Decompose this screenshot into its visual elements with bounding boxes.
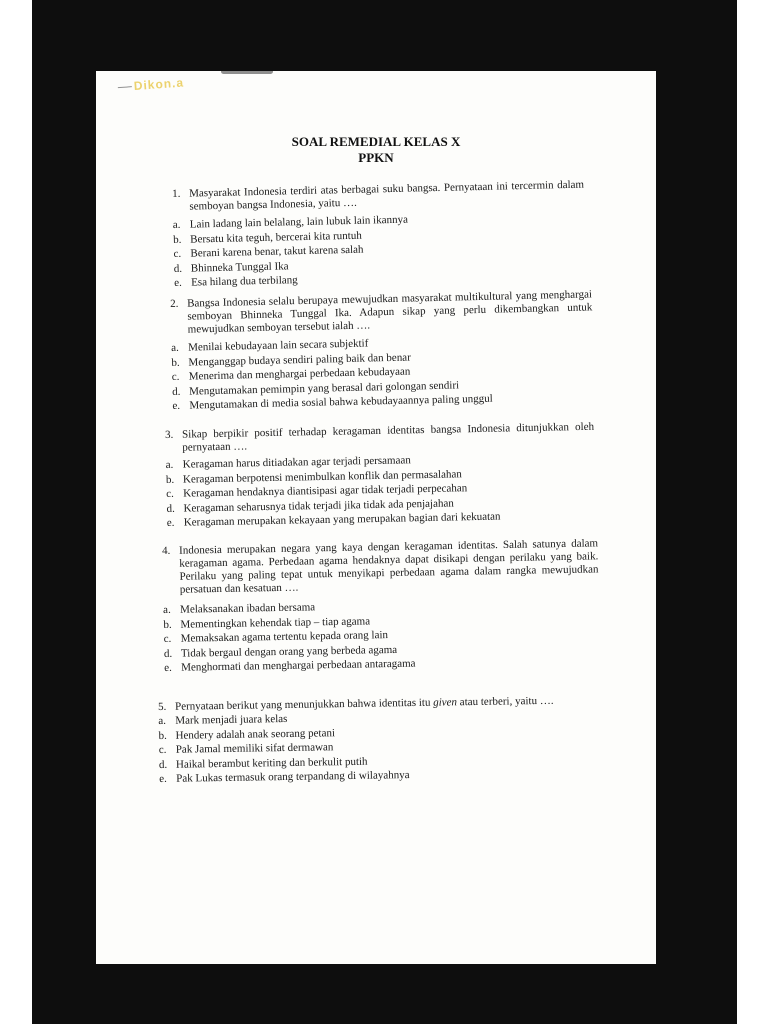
option-text: Keragaman berpotensi menimbulkan konflik dan permasalahan [182, 467, 462, 486]
option-key: a. [170, 341, 179, 354]
option-text: Mark menjadi juara kelas [175, 712, 288, 727]
option-key: e. [174, 276, 182, 289]
option-key: b. [171, 356, 180, 369]
option-text: Haikal berambut keriting dan berkulit putih [175, 755, 368, 771]
option-key: b. [158, 729, 167, 742]
option-text: Menilai kebudayaan lain secara subjektif [187, 337, 369, 354]
option-text: Bhinneka Tunggal Ika [190, 259, 289, 275]
option-list [163, 601, 416, 676]
option-text: Keragaman merupakan kekayaan yang merupakan bagian dari kekuatan [183, 510, 501, 529]
option-text: Keragaman hendaknya diantisipasi agar tidak terjadi perpecahan [183, 482, 468, 500]
question-1 [172, 178, 585, 289]
option-key: c. [173, 247, 182, 260]
option-key: b. [163, 618, 172, 631]
document-page [96, 71, 656, 964]
question-number: 3. [165, 428, 174, 441]
question-4 [162, 537, 599, 674]
question-3 [165, 420, 595, 529]
option-list [172, 213, 409, 291]
question-number: 2. [170, 297, 179, 310]
question-number: 4. [162, 544, 171, 557]
option-key: e. [172, 399, 181, 412]
option-text: Menerima dan menghargai perbedaan kebudayaan [188, 365, 411, 383]
question-stem: Indonesia merupakan negara yang kaya dengan keragaman identitas. Salah satunya dalam keragaman agama. Perbedaan agama hendaknya dapat disikapi dengan perilaku yang baik. Perilaku yang paling tepat untuk menyikapi perbedaan agama dalam rangka mewujudkan persatuan dan kesatuan …. [178, 537, 599, 596]
option-text: Pak Lukas termasuk orang terpandang di wilayahnya [176, 769, 410, 785]
question-stem: Pernyataan berikut yang menunjukkan bahwa identitas itu given atau terberi, yaitu …. [174, 694, 554, 713]
option-key: d. [173, 262, 183, 275]
option-text: Memaksakan agama tertentu kepada orang lain [180, 629, 389, 645]
question-stem: Masyarakat Indonesia terdiri atas berbagai suku bangsa. Pernyataan ini tercermin dalam semboyan bangsa Indonesia, yaitu …. [188, 178, 585, 213]
option-list [165, 454, 501, 531]
question-stem: Bangsa Indonesia selalu berupaya mewujudkan masyarakat multikultural yang menghargai semboyan Bhinneka Tunggal Ika. Adapun sikap yang perlu dikembangkan untuk mewujudkan semboyan tersebut ialah …. [186, 288, 593, 336]
question-2 [170, 288, 593, 412]
option-key: a. [165, 458, 174, 471]
emphasized-term: given [433, 696, 458, 709]
option-key: c. [158, 743, 167, 756]
highlight-stamp: Dikon.a [117, 74, 208, 102]
scan-smudge [221, 71, 273, 74]
option-key: e. [159, 772, 167, 785]
option-text: Mengutamakan pemimpin yang berasal dari golongan sendiri [188, 378, 460, 398]
page-subtitle: PPKN [358, 150, 394, 165]
option-key: a. [163, 603, 171, 616]
option-key: c. [163, 632, 172, 645]
option-text: Berani karena benar, takut karena salah [190, 243, 364, 260]
option-key: d. [171, 385, 181, 398]
option-key: a. [172, 218, 181, 231]
option-text: Mementingkan kehendak tiap – tiap agama [180, 614, 371, 631]
question-5 [158, 694, 603, 785]
option-key: b. [173, 233, 182, 246]
option-text: Melaksanakan ibadan bersama [180, 601, 316, 616]
option-text: Menganggap budaya sendiri paling baik dan benar [188, 351, 411, 369]
option-text: Tidak bergaul dengan orang yang berbeda agama [180, 643, 398, 660]
question-number: 5. [158, 700, 167, 713]
option-text: Menghormati dan menghargai perbedaan antaragama [181, 657, 416, 674]
option-key: e. [166, 516, 175, 529]
option-key: d. [166, 502, 175, 515]
option-key: e. [164, 661, 172, 674]
question-number: 1. [172, 187, 181, 200]
option-key: d. [158, 758, 168, 771]
option-text: Keragaman harus ditiadakan agar terjadi persamaan [182, 454, 411, 471]
option-text: Lain ladang lain belalang, lain lubuk lain ikannya [189, 213, 409, 231]
option-key: c. [171, 370, 180, 383]
option-text: Keragaman seharusnya tidak terjadi jika tidak ada penjajahan [183, 496, 454, 515]
option-list [170, 337, 493, 414]
option-text: Esa hilang dua terbilang [191, 274, 298, 289]
option-text: Pak Jamal memiliki sifat dermawan [175, 741, 334, 756]
option-list [158, 712, 410, 787]
option-key: d. [163, 647, 173, 660]
option-key: a. [158, 714, 167, 727]
option-text: Hendery adalah anak seorang petani [175, 726, 336, 742]
option-key: c. [166, 487, 175, 500]
option-key: b. [165, 473, 175, 486]
option-text: Mengutamakan di media sosial bahwa kebudayaannya paling unggul [189, 392, 493, 412]
question-stem: Sikap berpikir positif terhadap keragaman identitas bangsa Indonesia ditunjukkan oleh pernyataan …. [181, 420, 595, 454]
option-text: Bersatu kita teguh, bercerai kita runtuh [190, 229, 362, 246]
page-title: SOAL REMEDIAL KELAS X [291, 134, 461, 149]
